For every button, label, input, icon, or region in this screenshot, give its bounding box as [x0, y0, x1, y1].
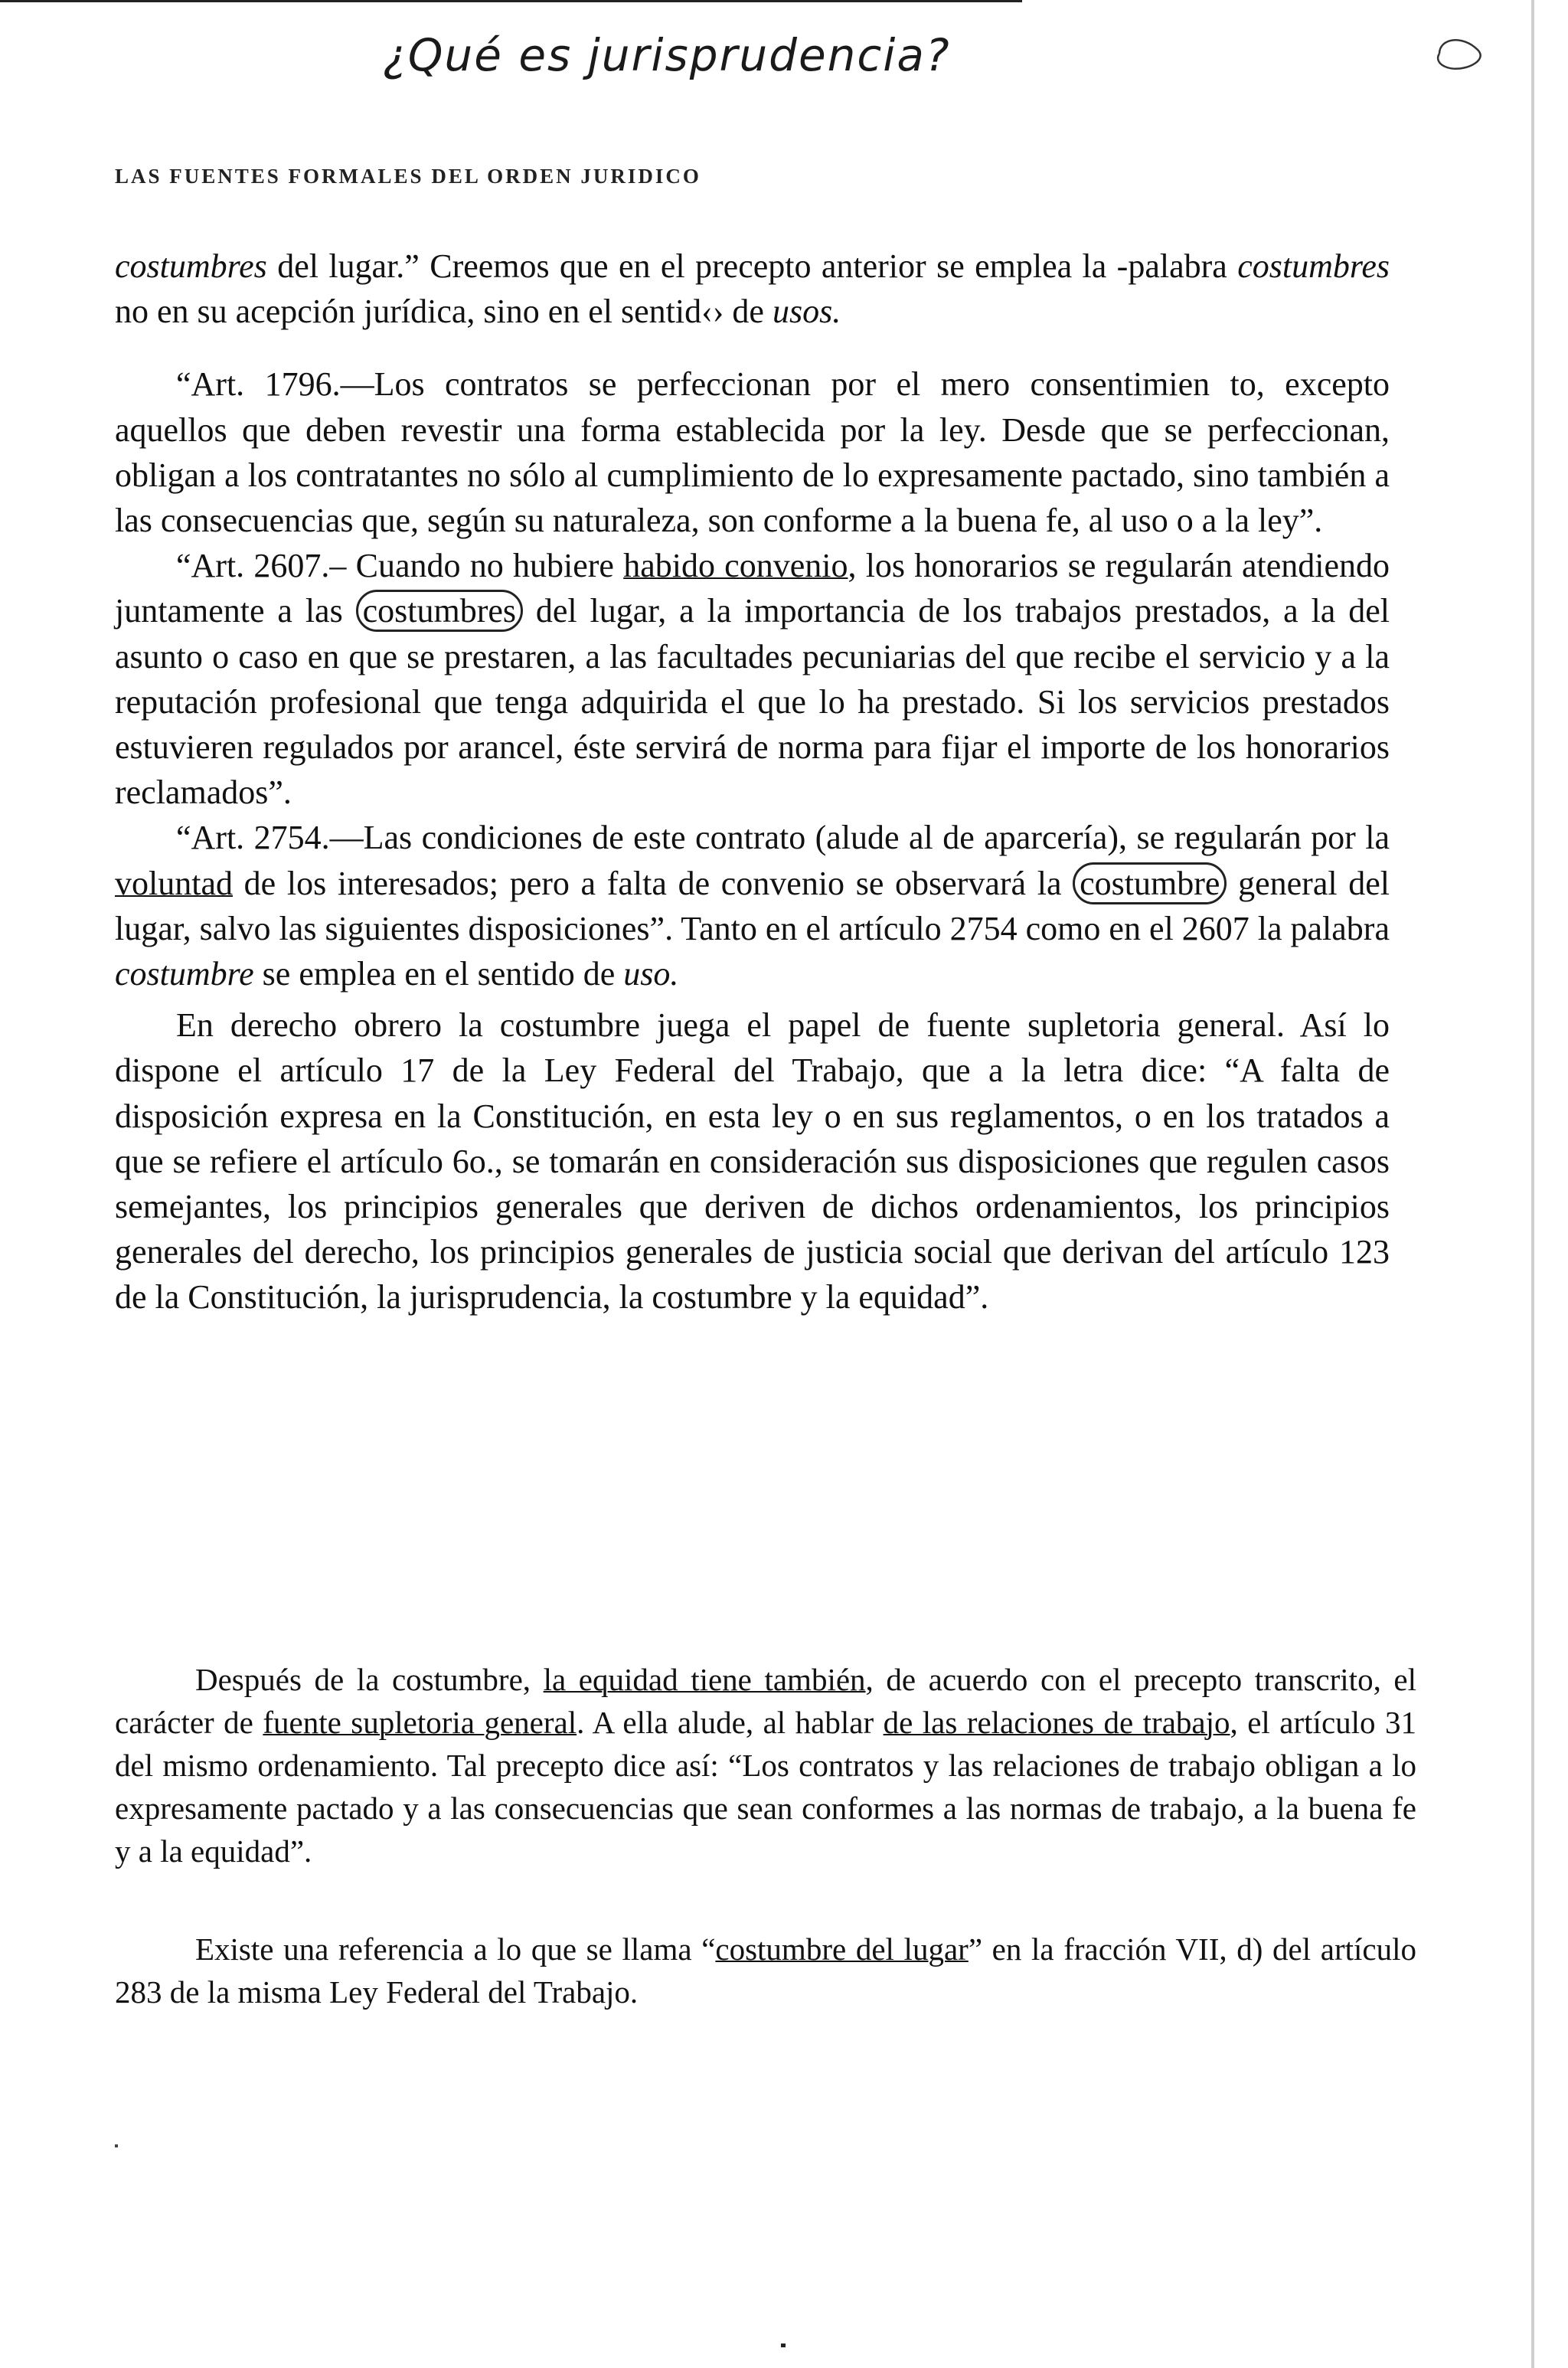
handwritten-annotation: ¿Qué es jurisprudencia?: [383, 29, 951, 81]
lower-text-block: [115, 1658, 1416, 2069]
page-edge-shadow: [1531, 0, 1534, 2368]
circled-word: costumbre: [1073, 862, 1227, 904]
paragraph-equidad: Después de la costumbre, la equidad tiene también, de acuerdo con el precepto transcrito, el carácter de fuente supletoria general. A ella alude, al hablar de las relaciones de trabajo, el artículo 31 del mismo ordenamiento. Tal precepto dice así: “Los contratos y las relaciones de trabajo obligan a lo expresamente pactado y a las consecuencias que sean conformes a las normas de trabajo, a la buena fe y a la equidad”.: [115, 1662, 1417, 1869]
hand-drawn-circle-icon: [1432, 31, 1493, 77]
speck-mark: [115, 2144, 118, 2147]
speck-mark: [781, 2343, 786, 2347]
paragraph-art-1796: “Art. 1796.—Los contratos se perfeccionan por el mero consentimien to, excepto aquellos que deben revestir una forma establecida por la ley. Desde que se perfeccionan, obligan a los contratantes no sólo al cumplimiento de lo expresamente pactado, sino también a las consecuencias que, según su naturaleza, son conforme a la buena fe, al uso o a la ley”.: [115, 365, 1390, 540]
main-text-block: [115, 244, 1390, 1320]
paragraph-costumbre-del-lugar: Existe una referencia a lo que se llama “costumbre del lugar” en la fracción VII, d) del artículo 283 de la misma Ley Federal del Trabajo.: [115, 1931, 1416, 2010]
paragraph-derecho-obrero: En derecho obrero la costumbre juega el papel de fuente supletoria general. Así lo dispone el artículo 17 de la Ley Federal del Trabajo, que a la letra dice: “A falta de disposición expresa en la Constitución, en esta ley o en sus reglamentos, o en los tratados a que se refiere el artículo 6o., se tomarán en consideración sus disposiciones que regulen casos semejantes, los principios generales que deriven de dichos ordenamientos, los principios generales del derecho, los principios generales de justicia social que derivan del artículo 123 de la Constitución, la jurisprudencia, la costumbre y la equidad”.: [115, 1006, 1390, 1316]
paragraph-art-2754: “Art. 2754.—Las condiciones de este contrato (alude al de aparcería), se regularán por la voluntad de los interesados; pero a falta de convenio se observará la costumbre general del lugar, salvo las siguientes disposiciones”. Tanto en el artículo 2754 como en el 2607 la palabra costumbre se emplea en el sentido de uso.: [115, 819, 1390, 993]
running-head: LAS FUENTES FORMALES DEL ORDEN JURIDICO: [115, 165, 701, 188]
circled-word: costumbres: [356, 590, 523, 632]
paragraph-1: costumbres del lugar.” Creemos que en el precepto anterior se emplea la -palabra costumbres no en su acepción jurídica, sino en el sentid‹› de usos.: [115, 247, 1390, 331]
top-edge-rule: [0, 0, 1022, 2]
paragraph-art-2607: “Art. 2607.– Cuando no hubiere habido convenio, los honorarios se regularán atendiendo juntamente a las costumbres del lugar, a la importancia de los trabajos prestados, a la del asunto o caso en que se prestaren, a las facultades pecuniarias del que recibe el servicio y a la reputación profesional que tenga adquirida el que lo ha prestado. Si los servicios prestados estuvieren regulados por arancel, éste servirá de norma para fijar el importe de los honorarios reclamados”.: [115, 547, 1390, 812]
